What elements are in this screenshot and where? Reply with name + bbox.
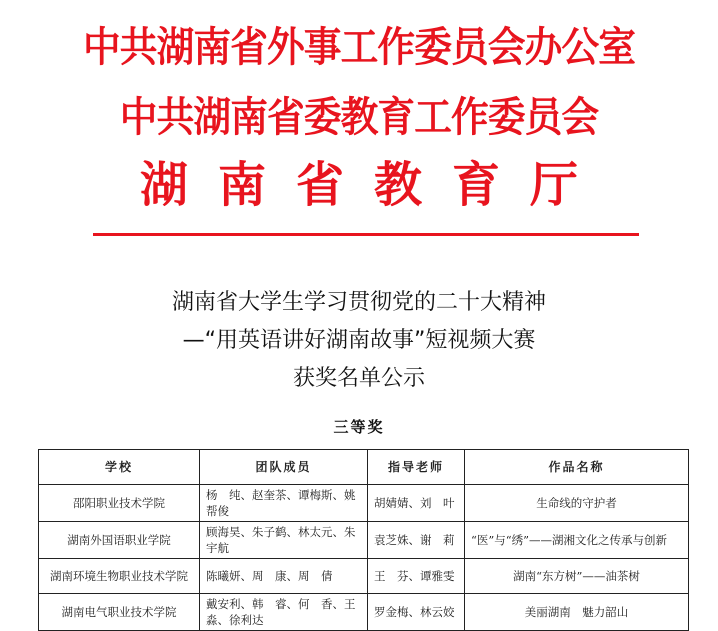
letterhead-line-1: 中共湖南省外事工作委员会办公室 (83, 23, 635, 71)
winners-table (38, 449, 689, 631)
cell-advisor: 罗金梅、林云姣 (368, 594, 465, 631)
cell-work: 湖南“东方树”——油茶树 (465, 559, 689, 594)
header-members: 团队成员 (200, 450, 368, 485)
cell-work: 生命线的守护者 (465, 485, 689, 522)
header-work: 作品名称 (465, 450, 689, 485)
cell-advisor: 王 芬、谭雅雯 (368, 559, 465, 594)
document-title-line-2: —“用英语讲好湖南故事”短视频大赛 (182, 328, 536, 353)
letterhead-line-3: 湖南省教育厅 (139, 157, 608, 213)
cell-work: 美丽湖南 魅力韶山 (465, 594, 689, 631)
document-title-line-1: 湖南省大学生学习贯彻党的二十大精神 (171, 290, 546, 315)
cell-school: 湖南电气职业技术学院 (39, 594, 200, 631)
cell-members: 杨 纯、赵奎茶、谭梅斯、姚帮俊 (200, 485, 368, 522)
table-header-row (39, 450, 689, 485)
cell-members: 戴安利、韩 睿、何 香、王 淼、徐利达 (200, 594, 368, 631)
cell-school: 邵阳职业技术学院 (39, 485, 200, 522)
cell-members: 顾海昊、朱子鹤、林太元、朱宇航 (200, 522, 368, 559)
cell-members: 陈曦妍、周 康、周 倩 (200, 559, 368, 594)
cell-advisor: 胡婧婧、刘 叶 (368, 485, 465, 522)
cell-school: 湖南环境生物职业技术学院 (39, 559, 200, 594)
table-row (39, 522, 689, 559)
cell-school: 湖南外国语职业学院 (39, 522, 200, 559)
header-school: 学校 (39, 450, 200, 485)
table-row (39, 485, 689, 522)
cell-work: “医”与“绣”——湖湘文化之传承与创新 (465, 522, 689, 559)
letterhead-line-2: 中共湖南省委教育工作委员会 (119, 93, 599, 141)
document-title-line-3: 获奖名单公示 (292, 366, 425, 391)
award-level-heading: 三等奖 (333, 418, 385, 436)
table-row (39, 559, 689, 594)
table-row (39, 594, 689, 631)
header-advisor: 指导老师 (368, 450, 465, 485)
cell-advisor: 袁芝姝、谢 莉 (368, 522, 465, 559)
letterhead-divider (93, 233, 639, 236)
